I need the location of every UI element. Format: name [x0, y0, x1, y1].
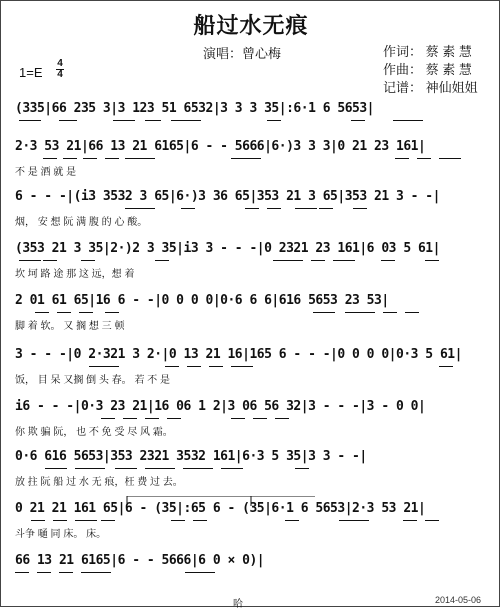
time-signature-top: 4 [57, 58, 63, 69]
notation-line: 2·3 53 21|66 13 21 6165|6 - - 5666|6·)3 3 3|0 21 23 161| [15, 139, 426, 154]
notation-line: (335|66 235 3|3 123 51 6532|3 3 3 35|:6·1 6 5653| [15, 101, 375, 116]
notation-line: (353 21 3 35|2·)2 3 35|i3 3 - - -|0 2321 23 161|6 03 5 61| [15, 241, 440, 256]
lyrics-line: 放 拄 阮 船 过 水 无 痕，枉 费 过 去。 [15, 477, 183, 488]
singer-credit: 演唱：曾心梅 [203, 46, 282, 61]
notation-line: 2 01 61 65|16 6 - -|0 0 0 0|0·6 6 6|616 5653 23 53| [15, 293, 389, 308]
beam-lines [15, 366, 491, 370]
beam-lines [15, 208, 491, 212]
lyrics-line: 烟， 安 想 阮 满 腹 的 心 酸。 [15, 217, 148, 228]
footer-date: 2014-05-06 [434, 595, 481, 605]
beam-lines [15, 572, 491, 576]
notation-line: 0 21 21 161 65|6 - (35|:65 6 - (35|6·1 6 5653|2·3 53 21| [15, 501, 426, 516]
footer-word: 哈 [233, 599, 243, 610]
credits-block [383, 43, 478, 97]
beam-lines [15, 120, 491, 124]
volta-brackets [15, 493, 491, 501]
beam-lines [15, 312, 491, 316]
transcriber-credit: 记谱： 神仙姐姐 [383, 80, 478, 95]
notation-line: 66 13 21 6165|6 - - 5666|6 0 × 0)| [15, 553, 265, 568]
beam-lines [15, 158, 491, 162]
beam-lines [15, 418, 491, 422]
notation-line: 0·6 616 5653|353 2321 3532 161|6·3 5 35|3 3 - -| [15, 449, 367, 464]
time-signature-bottom: 4 [57, 69, 63, 80]
time-signature [56, 59, 64, 80]
lyrics-line: 你 欺 骗 阮， 也 不 免 受 尽 风 霜。 [15, 427, 173, 438]
key-signature: 1=E [19, 65, 43, 80]
beam-lines [15, 520, 491, 524]
composer-credit: 作曲： 蔡 素 慧 [383, 62, 472, 77]
lyrics-line: 脚 着 软。 又 搁 想 三 顿 [15, 321, 125, 332]
notation-line: 6 - - -|(i3 3532 3 65|6·)3 36 65|353 21 3 65|353 21 3 - -| [15, 189, 440, 204]
song-title: 船过水无痕 [193, 14, 309, 39]
lyrics-line: 坎 坷 路 途 那 这 远，想 着 [15, 269, 135, 280]
beam-lines [15, 468, 491, 472]
lyrics-line: 不 是 酒 就 是 [15, 167, 77, 178]
lyrics-line: 斗争 嗵 同 床。 床。 [15, 529, 107, 540]
notation-line: i6 - - -|0·3 23 21|16 06 1 2|3 06 56 32|3 - - -|3 - 0 0| [15, 399, 426, 414]
notation-line: 3 - - -|0 2·321 3 2·|0 13 21 16|165 6 - - -|0 0 0 0|0·3 5 61| [15, 347, 462, 362]
lyrics-line: 饭， 目 呆 又搁 倒 头 春。 若 不 是 [15, 375, 171, 386]
lyricist-credit: 作词： 蔡 素 慧 [383, 44, 472, 59]
beam-lines [15, 260, 491, 264]
